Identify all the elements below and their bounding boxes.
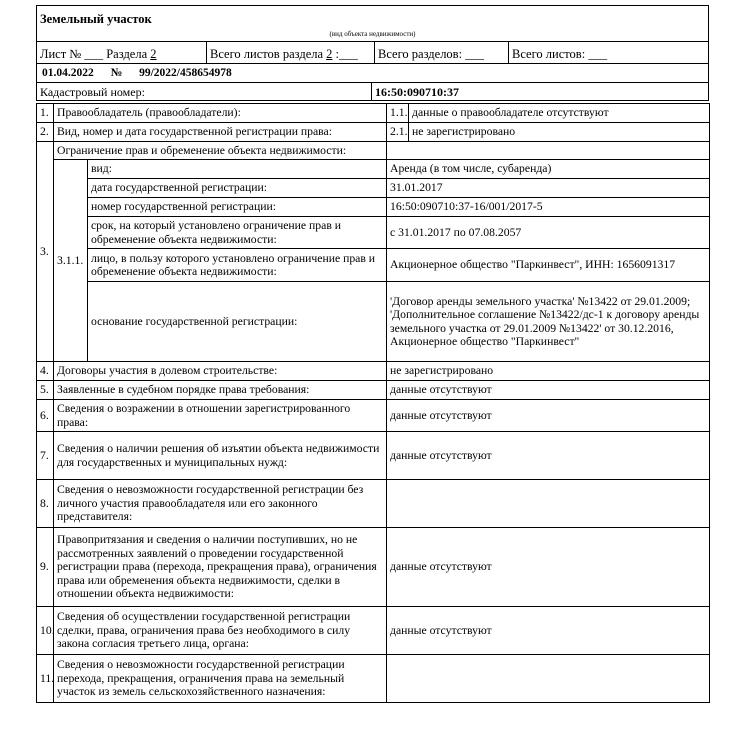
cadastral-number: 16:50:090710:37 [375, 85, 459, 99]
table-row-1 [37, 104, 710, 123]
row-number: 10. [37, 607, 54, 655]
row-number: 8. [37, 480, 54, 528]
row-number: 7. [37, 432, 54, 480]
item-value: 16:50:090710:37-16/001/2017-5 [387, 198, 710, 217]
row-label: Сведения о невозможности государственной регистрации без личного участия правообладателя или его законного представителя: [54, 480, 387, 528]
row-number: 5. [37, 381, 54, 400]
table-row-6 [37, 400, 710, 432]
section-label: Раздела [106, 47, 148, 61]
table-row-3-item [37, 217, 710, 249]
table-row-3-item [37, 198, 710, 217]
table-row-11 [37, 655, 710, 703]
row-value [387, 480, 710, 528]
row-number: 2. [37, 123, 54, 142]
item-label: срок, на который установлено ограничение прав и обременение объекта недвижимости: [88, 217, 387, 249]
row-number: 11. [37, 655, 54, 703]
total-sections-label: Всего разделов: [378, 47, 463, 61]
item-label: номер государственной регистрации: [88, 198, 387, 217]
table-row-10 [37, 607, 710, 655]
registration-number: 99/2022/458654978 [139, 67, 232, 79]
object-type-caption: (вид объекта недвижимости) [36, 27, 709, 41]
row-subnumber: 2.1. [387, 123, 409, 142]
section-value: 2 [150, 47, 157, 61]
row-label: Сведения о наличии решения об изъятии объекта недвижимости для государственных и муниципальных нужд: [54, 432, 387, 480]
row-label: Вид, номер и дата государственной регистрации права: [54, 123, 387, 142]
row-label: Ограничение прав и обременение объекта недвижимости: [54, 142, 387, 160]
item-label: вид: [88, 160, 387, 179]
row-number: 1. [37, 104, 54, 123]
total-sheets-section-blank: :___ [335, 47, 358, 61]
item-label: лицо, в пользу которого установлено ограничение прав и обременение объекта недвижимости: [88, 249, 387, 282]
sheet-section-cell [37, 42, 207, 63]
item-value: Акционерное общество "Паркинвест", ИНН: 1656091317 [387, 249, 710, 282]
row-value: не зарегистрировано [387, 362, 710, 381]
row-value: не зарегистрировано [409, 123, 710, 142]
table-row-8 [37, 480, 710, 528]
item-value: с 31.01.2017 по 07.08.2057 [387, 217, 710, 249]
table-row-3-item [37, 179, 710, 198]
row-value: данные отсутствуют [387, 432, 710, 480]
extract-date: 01.04.2022 [42, 67, 94, 79]
cadastral-label: Кадастровый номер: [37, 83, 372, 100]
row-label: Правопритязания и сведения о наличии поступивших, но не рассмотренных заявлений о проведении государственной регистрации права (перехода, прекращения права), ограничения права или обременения объекта недвижимости, сделки в отношении объекта недвижимости: [54, 528, 387, 607]
row-number: 9. [37, 528, 54, 607]
row-label: Договоры участия в долевом строительстве: [54, 362, 387, 381]
row-subnumber: 3.1.1. [54, 160, 88, 362]
total-sheets-cell [509, 42, 708, 63]
number-sign: № [110, 67, 123, 79]
table-row-5 [37, 381, 710, 400]
item-value: Аренда (в том числе, субаренда) [387, 160, 710, 179]
table-row-2 [37, 123, 710, 142]
table-row-3-item [37, 249, 710, 282]
row-number: 4. [37, 362, 54, 381]
table-row-9 [37, 528, 710, 607]
item-value: 31.01.2017 [387, 179, 710, 198]
row-label: Сведения о невозможности государственной регистрации перехода, прекращения, ограничения права на земельный участок из земель сельскохозяйственного назначения: [54, 655, 387, 703]
registration-line [36, 64, 709, 83]
sheet-info-row [36, 41, 709, 64]
registry-table [36, 103, 710, 703]
table-row-3-item [37, 282, 710, 362]
total-sections-cell [375, 42, 509, 63]
row-label: Заявленные в судебном порядке права требования: [54, 381, 387, 400]
table-row-3-header [37, 142, 710, 160]
item-label: основание государственной регистрации: [88, 282, 387, 362]
row-label: Сведения о возражении в отношении зарегистрированного права: [54, 400, 387, 432]
document-title: Земельный участок [36, 5, 709, 27]
row-value: данные отсутствуют [387, 607, 710, 655]
total-sheets-section-label: Всего листов раздела [210, 47, 324, 61]
table-row-7 [37, 432, 710, 480]
document-page [36, 5, 709, 703]
table-row-3-item [37, 160, 710, 179]
row-number: 6. [37, 400, 54, 432]
row-value [387, 655, 710, 703]
row-value: данные отсутствуют [387, 400, 710, 432]
item-value: 'Договор аренды земельного участка' №13422 от 29.01.2009; 'Дополнительное соглашение №13422/дс-1 к договору аренды земельного участка от 29.01.2009 №13422' от 30.12.2016, Акционерное общество "Паркинвест" [387, 282, 710, 362]
total-sheets-blank: ___ [588, 47, 608, 61]
total-sheets-section-cell [207, 42, 375, 63]
total-sections-blank: ___ [465, 47, 484, 61]
cadastral-row [36, 83, 709, 101]
table-row-4 [37, 362, 710, 381]
row-value: данные отсутствуют [387, 528, 710, 607]
row-label: Правообладатель (правообладатели): [54, 104, 387, 123]
total-sheets-label: Всего листов: [512, 47, 586, 61]
row-subnumber: 1.1. [387, 104, 409, 123]
row-label: Сведения об осуществлении государственной регистрации сделки, права, ограничения права без необходимого в силу закона согласия третьего лица, органа: [54, 607, 387, 655]
total-sheets-section-value: 2 [326, 47, 333, 61]
sheet-label: Лист № [40, 47, 82, 61]
sheet-blank: ___ [84, 47, 104, 61]
row-value: данные о правообладателе отсутствуют [409, 104, 710, 123]
item-label: дата государственной регистрации: [88, 179, 387, 198]
row-number: 3. [37, 142, 54, 362]
row-value: данные отсутствуют [387, 381, 710, 400]
